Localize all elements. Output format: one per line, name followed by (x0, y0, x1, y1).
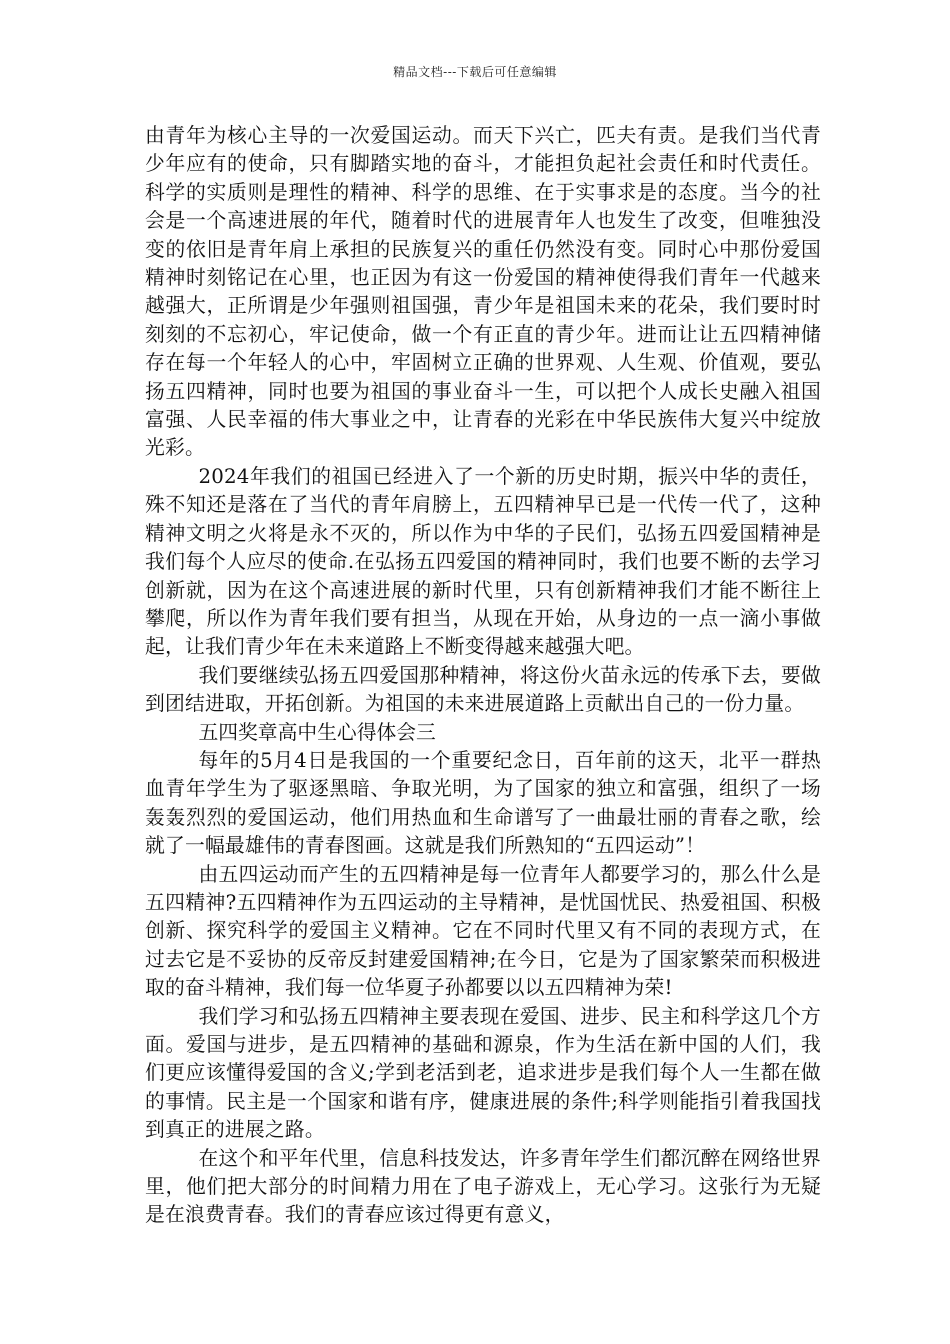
document-body (145, 122, 821, 1230)
section-heading: 五四奖章高中生心得体会三 (198, 720, 436, 744)
paragraph-spirit: 由五四运动而产生的五四精神是每一位青年人都要学习的，那么什么是五四精神?五四精神作为五四运动的主导精神，是忧国忧民、热爱祖国、积极创新、探究科学的爱国主义精神。它在不同时代里又有不同的表现方式，在过去它是不妥协的反帝反封建爱国精神;在今日，它是为了国家繁荣而积极进取的奋斗精神，我们每一位华夏子孙都要以以五四精神为荣! (145, 862, 821, 1000)
paragraph-continuation: 由青年为核心主导的一次爱国运动。而天下兴亡，匹夫有责。是我们当代青少年应有的使命，只有脚踏实地的奋斗，才能担负起社会责任和时代责任。科学的实质则是理性的精神、科学的思维、在于实事求是的态度。当今的社会是一个高速进展的年代，随着时代的进展青年人也发生了改变，但唯独没变的依旧是青年肩上承担的民族复兴的重任仍然没有变。同时心中那份爱国精神时刻铭记在心里，也正因为有这一份爱国的精神使得我们青年一代越来越强大，正所谓是少年强则祖国强，青少年是祖国未来的花朵，我们要时时刻刻的不忘初心，牢记使命，做一个有正直的青少年。进而让让五四精神储存在每一个年轻人的心中，牢固树立正确的世界观、人生观、价值观，要弘扬五四精神，同时也要为祖国的事业奋斗一生，可以把个人成长史融入祖国富强、人民幸福的伟大事业之中，让青春的光彩在中华民族伟大复兴中绽放光彩。 (145, 124, 821, 460)
paragraph-inherit: 我们要继续弘扬五四爱国那种精神，将这份火苗永远的传承下去，要做到团结进取，开拓创新。为祖国的未来进展道路上贡献出自己的一份力量。 (145, 663, 821, 716)
paragraph-2024: 2024年我们的祖国已经进入了一个新的历史时期，振兴中华的责任，殊不知还是落在了当代的青年肩膀上，五四精神早已是一代传一代了，这种精神文明之火将是永不灭的，所以作为中华的子民们，弘扬五四爱国精神是我们每个人应尽的使命.在弘扬五四爱国的精神同时，我们也要不断的去学习创新就，因为在这个高速进展的新时代里，只有创新精神我们才能不断往上攀爬，所以作为青年我们要有担当，从现在开始，从身边的一点一滴小事做起，让我们青少年在未来道路上不断变得越来越强大吧。 (145, 464, 821, 659)
page-header: 精品文档---下载后可任意编辑 (393, 65, 557, 79)
paragraph-may-fourth: 每年的5月4日是我国的一个重要纪念日，百年前的这天，北平一群热血青年学生为了驱逐黑暗、争取光明，为了国家的独立和富强，组织了一场轰轰烈烈的爱国运动，他们用热血和生命谱写了一曲最壮丽的青春之歌，绘就了一幅最雄伟的青春图画。这就是我们所熟知的“五四运动”！ (145, 748, 821, 858)
paragraph-aspects: 我们学习和弘扬五四精神主要表现在爱国、进步、民主和科学这几个方面。爱国与进步，是五四精神的基础和源泉，作为生活在新中国的人们，我们更应该懂得爱国的含义;学到老活到老，追求进步是我们每个人一生都在做的事情。民主是一个国家和谐有序，健康进展的条件;科学则能指引着我国找到真正的进展之路。 (145, 1004, 821, 1142)
paragraph-peace-era: 在这个和平年代里，信息科技发达，许多青年学生们都沉醉在网络世界里，他们把大部分的时间精力用在了电子游戏上，无心学习。这张行为无疑是在浪费青春。我们的青春应该过得更有意义， (145, 1146, 821, 1227)
